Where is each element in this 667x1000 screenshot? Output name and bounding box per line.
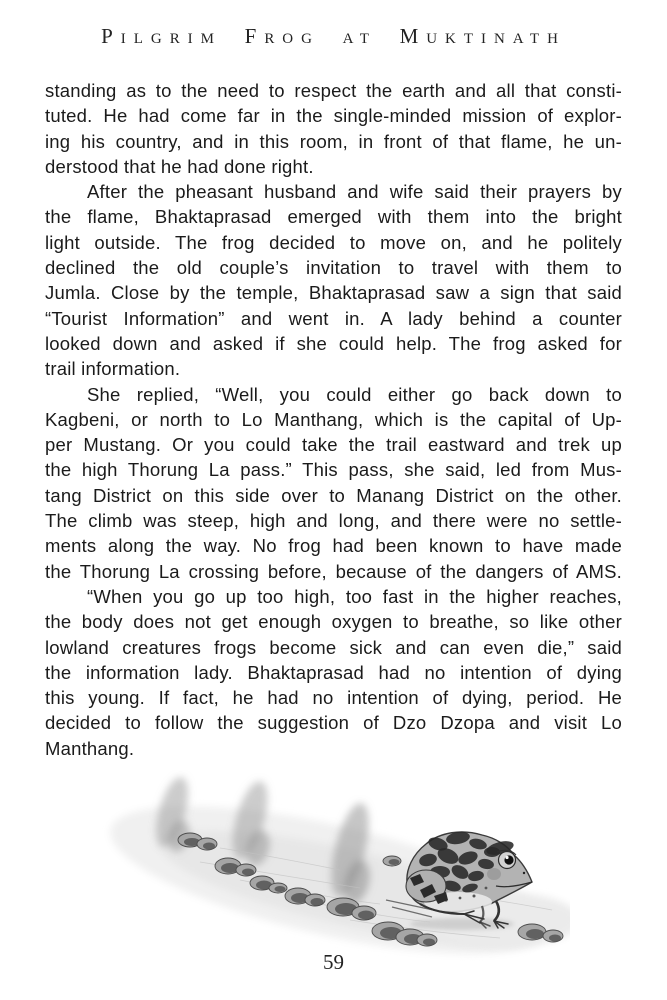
- text-line: this young. If fact, he had no intention of dying, period. He: [45, 687, 622, 709]
- text-line: “Tourist Information” and went in. A lady behind a counter: [45, 307, 622, 329]
- text-line: tuted. He had come far in the single-minded mission of explor-: [45, 105, 622, 127]
- text-line: “When you go up too high, too fast in the higher reaches,: [87, 585, 622, 607]
- text-line: Jumla. Close by the temple, Bhaktaprasad saw a sign that said: [45, 282, 622, 304]
- text-line: She replied, “Well, you could either go back down to: [87, 383, 622, 405]
- paragraph: [45, 584, 622, 761]
- text-line: the body does not get enough oxygen to breathe, so like other: [45, 611, 622, 633]
- text-line: lowland creatures frogs become sick and can even die,” said: [45, 636, 622, 658]
- text-line: The climb was steep, high and long, and there were no settle-: [45, 510, 622, 532]
- paragraph: [45, 179, 622, 381]
- text-line: standing as to the need to respect the earth and all that consti-: [45, 80, 622, 101]
- text-line: declined the old couple’s invitation to travel with them to: [45, 257, 622, 279]
- paragraph: [45, 382, 622, 584]
- running-head: Pilgrim Frog at Muktinath: [101, 24, 566, 48]
- text-line: tang District on this side over to Manang District on the other.: [45, 484, 622, 506]
- page-number: 59: [323, 950, 344, 974]
- text-line: Manthang.: [45, 737, 135, 759]
- text-line: the information lady. Bhaktaprasad had no intention of dying: [45, 661, 622, 683]
- text-line: the flame, Bhaktaprasad emerged with them into the bright: [45, 206, 622, 228]
- text-line: Kagbeni, or north to Lo Manthang, which is the capital of Up-: [45, 408, 622, 430]
- text-line: looked down and asked if she could help. The frog asked for: [45, 332, 622, 354]
- frog-trail-illustration: [100, 770, 570, 965]
- text-line: derstood that he had done right.: [45, 155, 314, 177]
- text-line: ments along the way. No frog had been known to have made: [45, 535, 622, 557]
- text-line: After the pheasant husband and wife said their prayers by: [87, 181, 622, 203]
- text-line: the high Thorung La pass.” This pass, she said, led from Mus-: [45, 459, 622, 481]
- text-line: the Thorung La crossing before, because of the dangers of AMS.: [45, 560, 622, 582]
- text-line: per Mustang. Or you could take the trail eastward and trek up: [45, 434, 622, 456]
- text-line: light outside. The frog decided to move on, and he politely: [45, 231, 622, 253]
- text-line: ing his country, and in this room, in front of that flame, he un-: [45, 130, 622, 152]
- text-line: trail information.: [45, 358, 181, 380]
- paragraph: [45, 78, 622, 179]
- text-line: decided to follow the suggestion of Dzo Dzopa and visit Lo: [45, 712, 622, 734]
- body-text: [45, 78, 622, 761]
